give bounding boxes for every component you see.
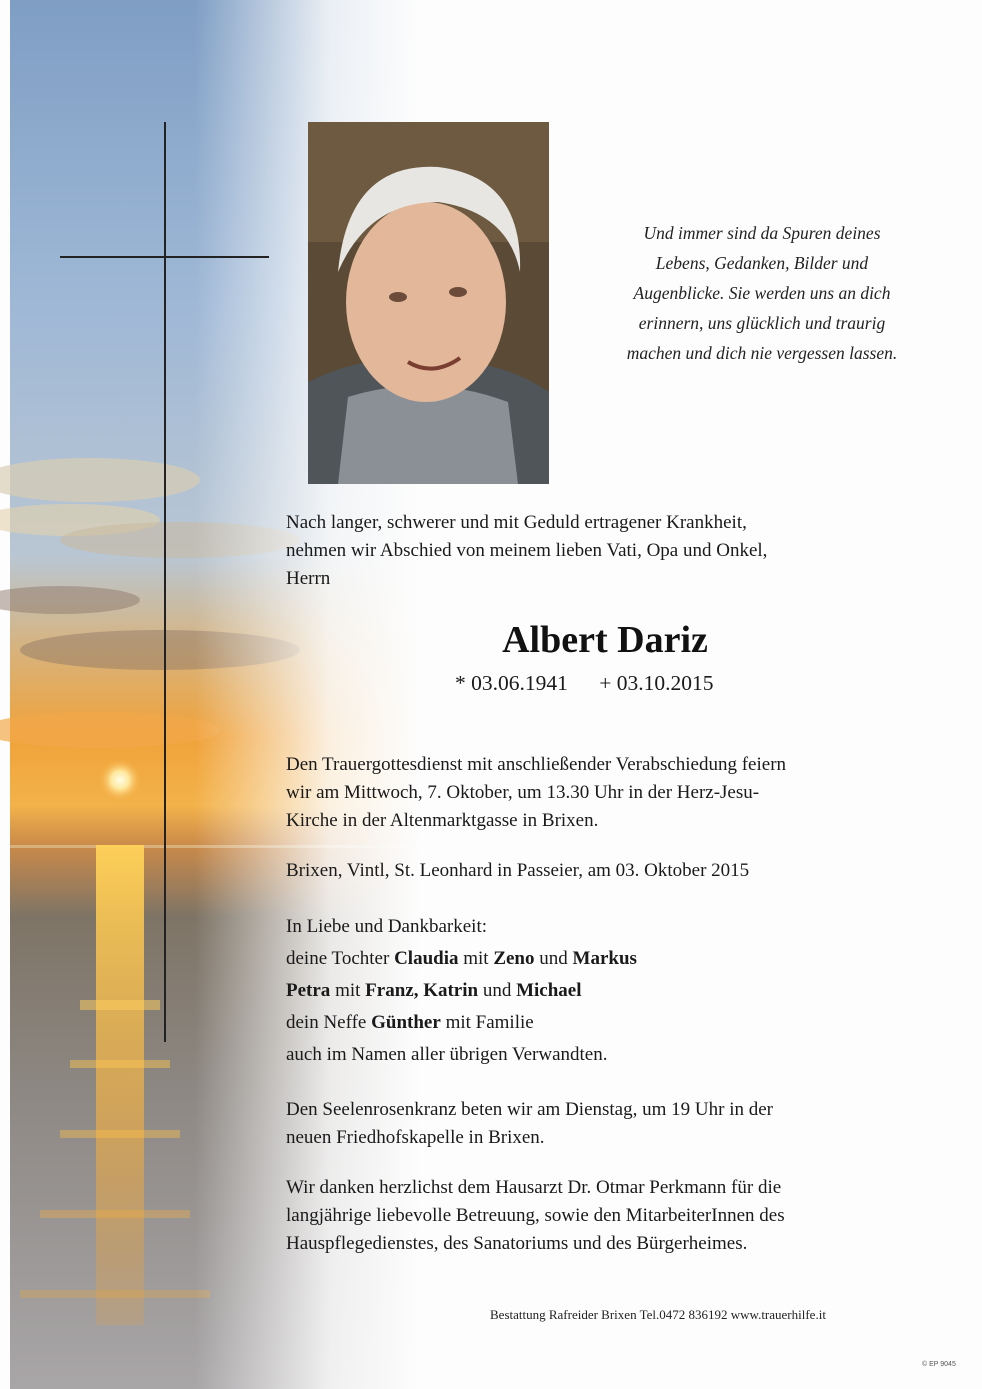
family-text: mit	[458, 948, 494, 969]
family-member-name: Claudia	[394, 948, 459, 969]
family-heading: In Liebe und Dankbarkeit:	[286, 916, 488, 937]
quote-line: Und immer sind da Spuren deines	[643, 223, 881, 243]
family-member-name: Petra	[286, 980, 331, 1001]
family-member-name: Zeno	[493, 948, 535, 969]
family-member-name: Franz, Katrin	[365, 980, 479, 1001]
thanks-line: Hauspflegedienstes, des Sanatoriums und des Bürgerheimes.	[286, 1233, 748, 1254]
birth-date: * 03.06.1941	[455, 671, 568, 695]
funeral-home-footer: Bestattung Rafreider Brixen Tel.0472 836192 www.trauerhilfe.it	[490, 1307, 826, 1322]
quote-line: erinnern, uns glücklich und traurig	[638, 313, 886, 333]
family-member-name: Michael	[516, 980, 582, 1001]
thanks-text	[286, 1174, 785, 1258]
family-text: und	[478, 980, 517, 1001]
intro-text	[286, 509, 767, 593]
funeral-service-text	[286, 751, 786, 835]
print-code: © EP 9045	[922, 1361, 956, 1368]
family-member-name: Günther	[371, 1012, 441, 1033]
quote-line: Lebens, Gedanken, Bilder und	[655, 253, 869, 273]
intro-line: Nach langer, schwerer und mit Geduld ertragener Krankheit,	[286, 512, 747, 533]
quote-line: machen und dich nie vergessen lassen.	[626, 343, 898, 363]
cross-vertical-bar	[164, 122, 166, 1042]
cross-horizontal-bar	[60, 256, 269, 258]
place-and-date	[286, 857, 749, 885]
deceased-name: Albert Dariz	[502, 619, 708, 661]
thanks-line: Wir danken herzlichst dem Hausarzt Dr. Otmar Perkmann für die	[286, 1177, 782, 1198]
rosary-text	[286, 1096, 773, 1152]
rosary-line: Den Seelenrosenkranz beten wir am Dienstag, um 19 Uhr in der	[286, 1099, 773, 1120]
portrait-illustration	[308, 122, 549, 484]
family-line: auch im Namen aller übrigen Verwandten.	[286, 1044, 608, 1065]
family-line	[286, 975, 637, 1007]
intro-line: nehmen wir Abschied von meinem lieben Vati, Opa und Onkel,	[286, 540, 768, 561]
family-text: deine Tochter	[286, 948, 395, 969]
family-line	[286, 943, 637, 975]
family-member-name: Markus	[572, 948, 637, 969]
family-text: mit Familie	[440, 1012, 534, 1033]
service-line: wir am Mittwoch, 7. Oktober, um 13.30 Uhr in der Herz-Jesu-	[286, 782, 760, 803]
family-text: und	[534, 948, 573, 969]
quote-line: Augenblicke. Sie werden uns an dich	[633, 283, 891, 303]
intro-line: Herrn	[286, 568, 331, 589]
rosary-line: neuen Friedhofskapelle in Brixen.	[286, 1127, 545, 1148]
family-text: dein Neffe	[286, 1012, 372, 1033]
service-line: Den Trauergottesdienst mit anschließender Verabschiedung feiern	[286, 754, 787, 775]
place-date-line: Brixen, Vintl, St. Leonhard in Passeier, am 03. Oktober 2015	[286, 860, 750, 881]
portrait-photo	[308, 122, 549, 484]
memorial-quote	[592, 218, 932, 368]
service-line: Kirche in der Altenmarktgasse in Brixen.	[286, 810, 599, 831]
death-date: + 03.10.2015	[599, 671, 714, 695]
thanks-line: langjährige liebevolle Betreuung, sowie den MitarbeiterInnen des	[286, 1205, 785, 1226]
family-text: mit	[330, 980, 366, 1001]
family-line	[286, 1007, 637, 1039]
life-dates	[455, 671, 714, 696]
family-mourners	[286, 911, 637, 1071]
